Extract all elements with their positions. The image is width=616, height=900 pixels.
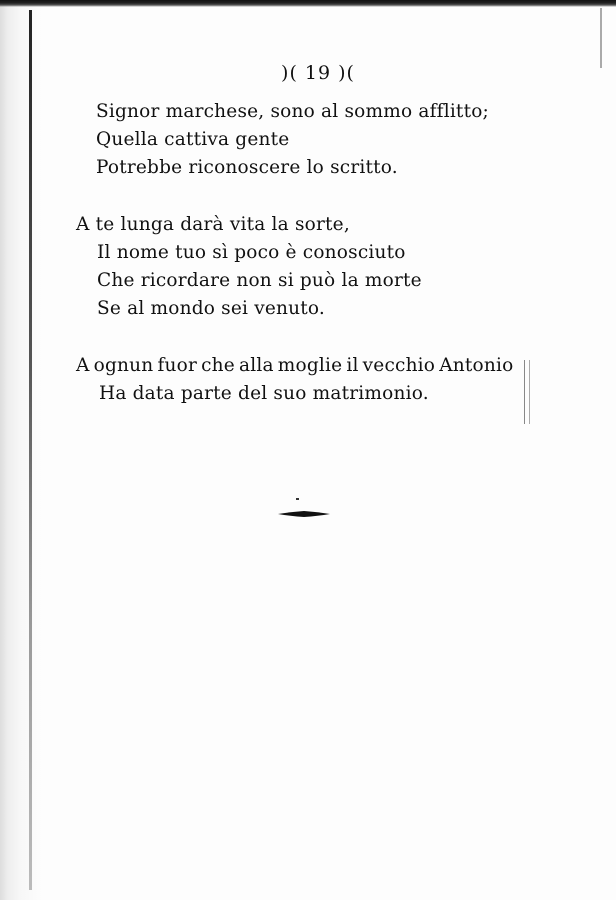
binding-edge xyxy=(29,10,32,890)
tailpiece-ornament-icon xyxy=(278,510,330,518)
ornament-dot xyxy=(296,498,299,500)
page-number: )( 19 )( xyxy=(281,62,355,84)
verse-line: Se al mondo sei venuto. xyxy=(97,298,325,319)
binding-shadow xyxy=(0,0,42,900)
right-page-edge xyxy=(600,8,602,68)
top-page-edge xyxy=(0,0,616,7)
verse-line: Il nome tuo sì poco è conosciuto xyxy=(97,242,406,263)
verse-line: Ha data parte del suo matrimonio. xyxy=(99,383,429,404)
verse-line: Quella cattiva gente xyxy=(96,129,290,150)
margin-mark xyxy=(524,360,530,424)
verse-line: Signor marchese, sono al sommo afflitto; xyxy=(96,101,489,122)
verse-line: A ognun fuor che alla moglie il vecchio Antonio xyxy=(76,355,514,376)
verse-line: Potrebbe riconoscere lo scritto. xyxy=(96,157,398,178)
verse-line: Che ricordare non si può la morte xyxy=(97,270,422,291)
verse-line: A te lunga darà vita la sorte, xyxy=(76,214,350,235)
